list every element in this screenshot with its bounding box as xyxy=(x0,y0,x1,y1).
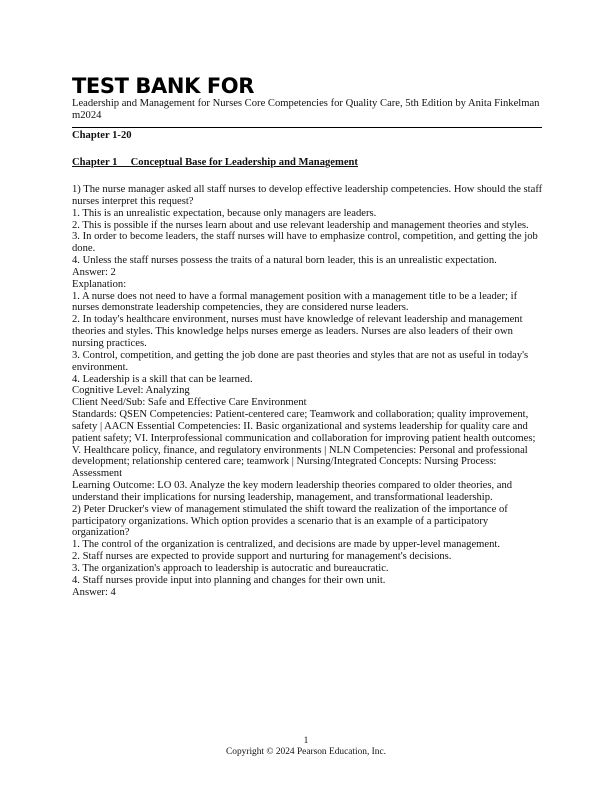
explanation-3: 3. Control, competition, and getting the job done are past theories and styles that are not as useful in today's environment. xyxy=(72,349,529,373)
question-2-answer: Answer: 4 xyxy=(72,586,116,598)
chapter-range: Chapter 1-20 xyxy=(72,127,542,142)
copyright-notice: Copyright © 2024 Pearson Education, Inc. xyxy=(226,747,386,757)
standards: Standards: QSEN Competencies: Patient-centered care; Teamwork and collaboration; quality improvement, safety | AACN Essential Competencies: II. Basic organizational and systems leadership for quality care and patient safety; VI. Interprofessional communication and collaboration for improving patient health outcomes; V. Healthcare policy, finance, and regulatory environments | NLN Competencies: Personal and professional development; relationship centered care; teamwork | Nursing/Integrated Concepts: Nursing Process: Assessment xyxy=(72,409,536,480)
explanation-4: 4. Leadership is a skill that can be learned. xyxy=(72,373,253,385)
question-1-stem: 1) The nurse manager asked all staff nurses to develop effective leadership competencies. How should the staff nurses interpret this request? xyxy=(72,184,543,207)
question-2-option-2: 2. Staff nurses are expected to provide support and nurturing for management's decisions. xyxy=(72,551,452,563)
test-bank-banner: TEST BANK FOR xyxy=(72,74,255,98)
explanation-2: 2. In today's healthcare environment, nurses must have knowledge of relevant leadership and management theories and styles. This knowledge helps nurses emerge as leaders. Nurses are also leaders of their own nursing practices. xyxy=(72,314,523,349)
question-1-option-4: 4. Unless the staff nurses possess the traits of a natural born leader, this is an unrealistic expectation. xyxy=(72,255,497,267)
question-body xyxy=(72,184,544,599)
chapter-heading: Chapter 1 Conceptual Base for Leadership and Management xyxy=(72,157,358,168)
cognitive-level: Cognitive Level: Analyzing xyxy=(72,385,190,397)
learning-outcome: Learning Outcome: LO 03. Analyze the key modern leadership theories compared to older theories, and understand their implications for nursing leadership, management, and transformational leadership. xyxy=(72,480,513,503)
explanation-label: Explanation: xyxy=(72,278,127,290)
question-1-answer: Answer: 2 xyxy=(72,266,116,278)
page-number: 1 xyxy=(303,736,309,746)
question-1-option-1: 1. This is an unrealistic expectation, because only managers are leaders. xyxy=(72,207,377,219)
client-need: Client Need/Sub: Safe and Effective Care Environment xyxy=(72,397,307,409)
question-2-stem: 2) Peter Drucker's view of management stimulated the shift toward the realization of the importance of participatory organizations. Which option provides a scenario that is an example of a participatory organization? xyxy=(72,503,508,539)
question-2-option-4: 4. Staff nurses provide input into planning and changes for their own unit. xyxy=(72,574,386,586)
question-1-option-2: 2. This is possible if the nurses learn about and use relevant leadership and management theories and styles. xyxy=(72,219,529,231)
question-2-option-3: 3. The organization's approach to leadership is autocratic and bureaucratic. xyxy=(72,563,389,574)
question-2-option-1: 1. The control of the organization is centralized, and decisions are made by upper-level management. xyxy=(72,539,500,551)
explanation-1: 1. A nurse does not need to have a formal management position with a management title to be a leader; if nurses demonstrate leadership competencies, they are considered nurse leaders. xyxy=(72,290,518,314)
question-1-option-3: 3. In order to become leaders, the staff nurses will have to emphasize control, competition, and getting the job done. xyxy=(72,231,538,255)
book-subtitle: Leadership and Management for Nurses Core Competencies for Quality Care, 5th Edition by Anita Finkelman m2024 xyxy=(72,98,540,121)
